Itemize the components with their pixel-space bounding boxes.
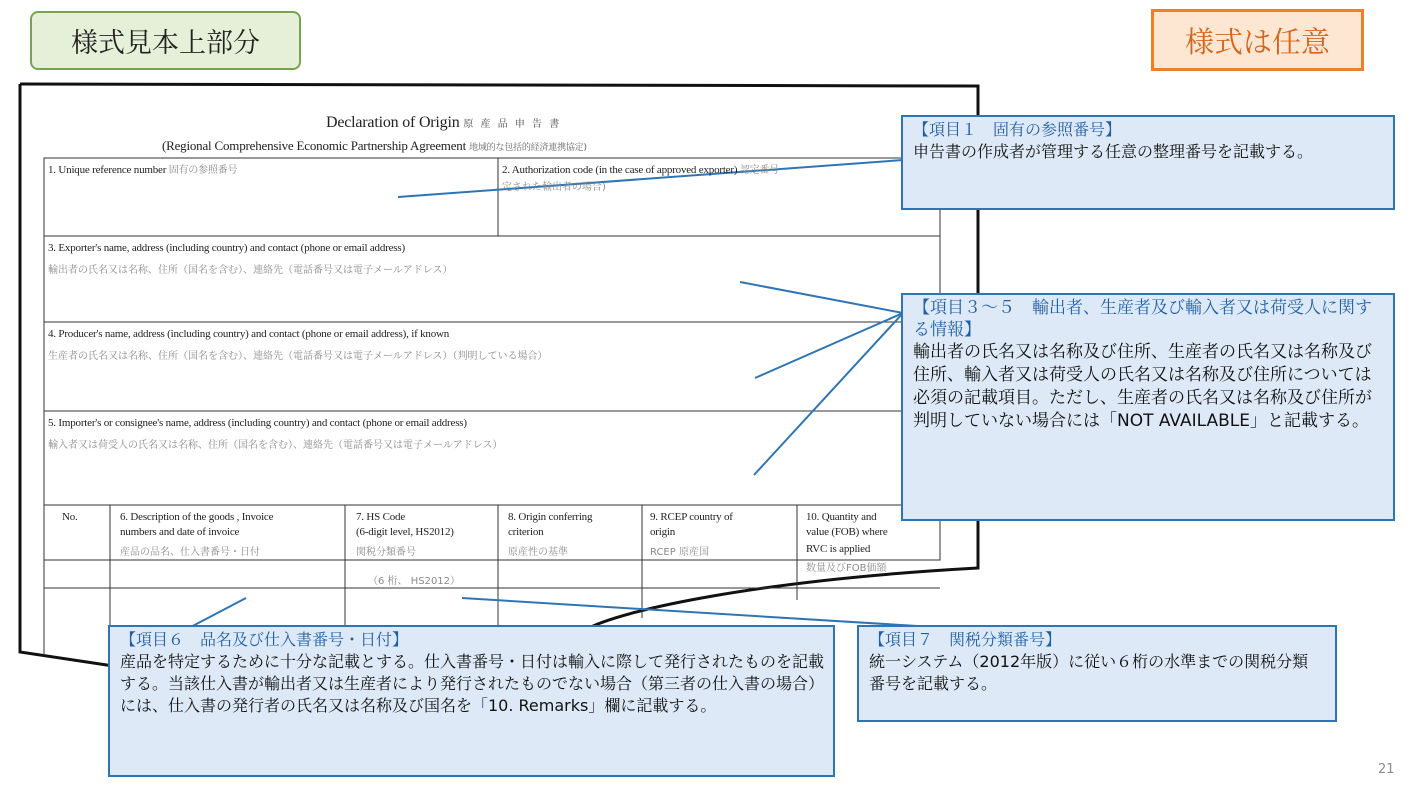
col10-header-jp: 数量及びFOB価額 xyxy=(806,563,887,574)
field4-label: 4. Producer's name, address (including country) and contact (phone or email address), if known xyxy=(48,328,450,340)
callout-item6 xyxy=(108,625,835,777)
col9-header-jp: RCEP 原産国 xyxy=(650,547,709,558)
field3-label-jp: 輸出者の氏名又は名称、住所（国名を含む）、連絡先（電話番号又は電子メールアドレス） xyxy=(48,265,453,276)
col6-header-2: numbers and date of invoice xyxy=(120,526,240,538)
col6-header-jp: 産品の品名、仕入書番号・日付 xyxy=(120,547,260,558)
col8-header-jp: 原産性の基準 xyxy=(508,547,568,558)
col9-header-2: origin xyxy=(650,526,676,538)
callout-item1-body: 申告書の作成者が管理する任意の整理番号を記載する。 xyxy=(913,142,1314,161)
form-title: Declaration of Origin 原 産 品 申 告 書 xyxy=(326,114,562,131)
callout-item3-5-head: 【項目３～５ 輸出者、生産者及び輸入者又は荷受人に関する情報】 xyxy=(913,298,1372,340)
col7-header: 7. HS Code xyxy=(356,511,406,523)
col7-header-2: (6-digit level, HS2012) xyxy=(356,526,454,538)
col7-header-jp: 関税分類番号 xyxy=(356,547,416,558)
col6-header: 6. Description of the goods , Invoice xyxy=(120,511,274,523)
field2-label-jp: 定された輸出者の場合) xyxy=(502,182,606,193)
col8-header: 8. Origin conferring xyxy=(508,511,593,523)
field3-label: 3. Exporter's name, address (including country) and contact (phone or email address) xyxy=(48,242,405,254)
callout-item1 xyxy=(901,115,1395,210)
callout-item7 xyxy=(857,625,1337,722)
field2-label: 2. Authorization code (in the case of approved exporter) 認定番号 xyxy=(502,164,780,176)
callout-item3-5 xyxy=(901,293,1395,521)
col9-header: 9. RCEP country of xyxy=(650,511,733,523)
col10-header: 10. Quantity and xyxy=(806,511,877,523)
field5-label: 5. Importer's or consignee's name, address (including country) and contact (phone or email address) xyxy=(48,417,467,429)
field5-label-jp: 輸入者又は荷受人の氏名又は名称、住所（国名を含む）、連絡先（電話番号又は電子メールアドレス） xyxy=(48,440,503,451)
callout-item1-head: 【項目１ 固有の参照番号】 xyxy=(913,120,1122,139)
form-subtitle: (Regional Comprehensive Economic Partnership Agreement 地域的な包括的経済連携協定) xyxy=(162,138,587,153)
field1-label: 1. Unique reference number 固有の参照番号 xyxy=(48,164,238,176)
callout-item7-head: 【項目７ 関税分類番号】 xyxy=(869,630,1062,649)
field4-label-jp: 生産者の氏名又は名称、住所（国名を含む）、連絡先（電話番号又は電子メールアドレス）（判明している場合） xyxy=(48,351,548,362)
col10-header-2: value (FOB) where xyxy=(806,526,888,538)
callout-item3-5-body: 輸出者の氏名又は名称及び住所、生産者の氏名又は名称及び住所、輸入者又は荷受人の氏名又は名称及び住所については必須の記載項目。ただし、生産者の氏名又は名称及び住所が判明していない場合には「NOT AVAILABLE」と記載する。 xyxy=(913,342,1372,431)
col10-header-3: RVC is applied xyxy=(806,543,871,555)
callout-item6-body: 産品を特定するために十分な記載とする。仕入書番号・日付は輸入に際して発行されたものを記載する。当該仕入書が輸出者又は生産者により発行されたものでない場合（第三者の仕入書の場合）には、仕入書の発行者の氏名又は名称及び国名を「10. Remarks」欄に記載する。 xyxy=(120,652,825,715)
callout-item7-body: 統一システム（2012年版）に従い６桁の水準までの関税分類番号を記載する。 xyxy=(869,652,1309,693)
col8-header-2: criterion xyxy=(508,526,544,538)
col-no-header: No. xyxy=(62,511,78,523)
page-number: 21 xyxy=(1378,762,1395,777)
callout-item6-head: 【項目６ 品名及び仕入書番号・日付】 xyxy=(120,630,409,649)
col7-header-jp-2: （6 桁、 HS2012） xyxy=(368,576,461,587)
format-optional-label: 様式は任意 xyxy=(1151,9,1364,71)
sample-top-label: 様式見本上部分 xyxy=(30,11,301,70)
